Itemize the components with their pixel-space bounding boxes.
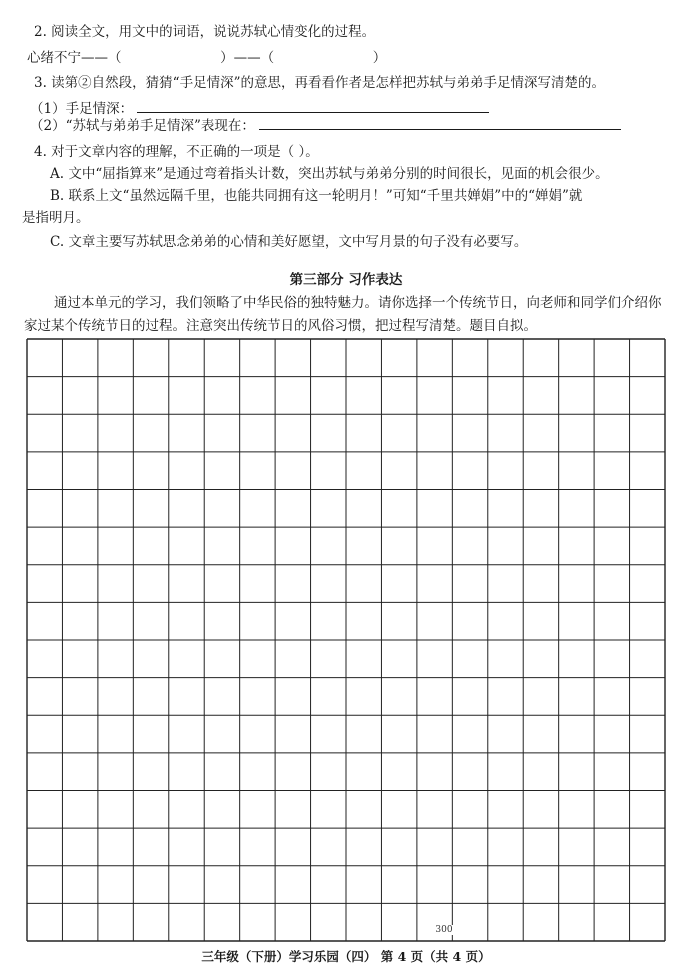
writing-instruction-1: 通过本单元的学习，我们领略了中华民俗的独特魅力。请你选择一个传统节日，向老师和同学们介绍你 — [54, 295, 662, 311]
sub-1-label: （1）手足情深： — [30, 101, 134, 117]
page-footer: 三年级（下册）学习乐园（四） 第 4 页（共 4 页） — [201, 949, 491, 964]
word-count-mark: 300 — [432, 925, 456, 935]
sub-1-answer-line[interactable] — [137, 100, 489, 113]
sub-2-label: （2）“苏轼与弟弟手足情深”表现在： — [30, 118, 255, 134]
mood-change-line — [27, 46, 386, 66]
writing-grid[interactable] — [26, 338, 666, 942]
mood-mid-text: ）——（ — [220, 50, 275, 66]
mood-end-text: ） — [372, 50, 387, 66]
writing-instruction-2: 家过某个传统节日的过程。注意突出传统节日的风俗习惯，把过程写清楚。题目自拟。 — [24, 318, 537, 334]
mood-start-text: 心绪不宁——（ — [27, 50, 122, 66]
option-b: B. 联系上文“虽然远隔千里，也能共同拥有这一轮明月！”可知“千里共婵娟”中的“婵娟”就 — [50, 188, 583, 204]
section-3-title: 第三部分 习作表达 — [289, 272, 403, 288]
option-c: C. 文章主要写苏轼思念弟弟的心情和美好愿望，文中写月景的句子没有必要写。 — [50, 234, 528, 250]
option-a: A. 文中“屈指算来”是通过弯着指头计数，突出苏轼与弟弟分别的时间很长，见面的机会很少。 — [50, 166, 609, 182]
question-3-sub-2 — [30, 114, 621, 134]
question-3: 3. 读第②自然段，猜猜“手足情深”的意思，再看看作者是怎样把苏轼与弟弟手足情深写清楚的。 — [34, 75, 605, 91]
question-4: 4. 对于文章内容的理解，不正确的一项是（ ）。 — [34, 144, 319, 160]
question-2: 2. 阅读全文，用文中的词语，说说苏轼心情变化的过程。 — [34, 24, 376, 40]
option-b-continued: 是指明月。 — [22, 210, 90, 226]
sub-2-answer-line[interactable] — [259, 117, 621, 130]
